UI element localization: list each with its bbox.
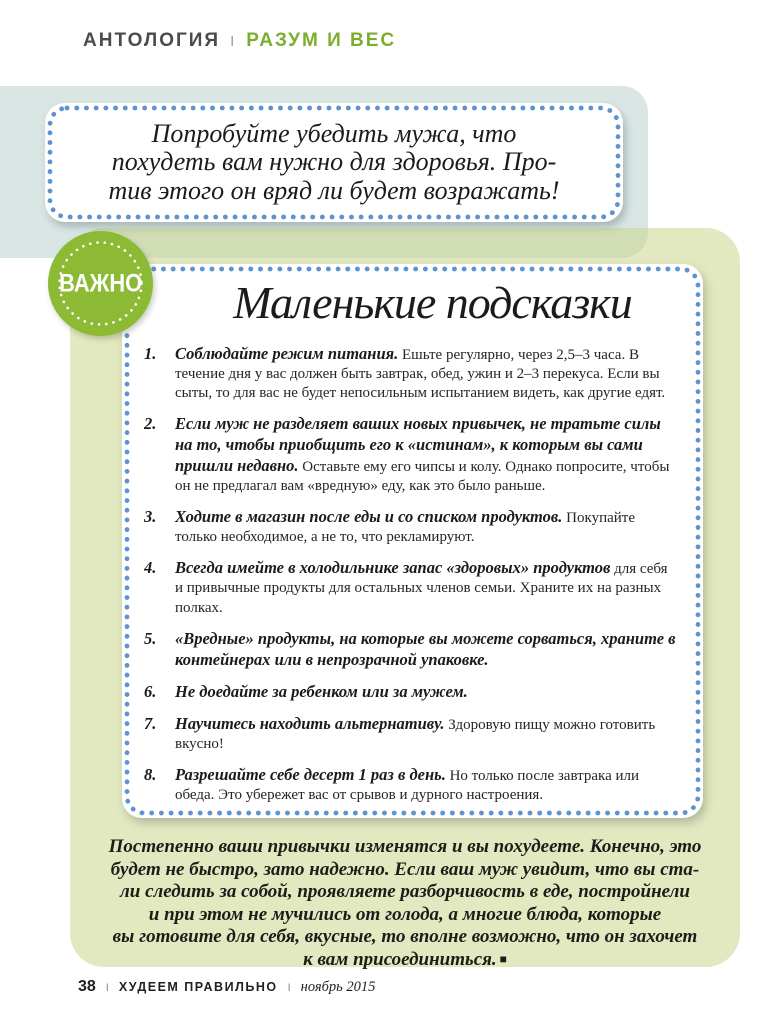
tip-text — [175, 629, 677, 671]
tip-lead: Ходите в магазин после еды и со списком продуктов. — [175, 507, 563, 527]
closing-text-line: к вам присоединиться. ■ — [303, 949, 507, 971]
tip-body: Покупайте только необходимое, а не то, что рекламируют. — [175, 510, 635, 546]
tip-text — [175, 765, 677, 805]
footer-separator: I — [105, 982, 109, 994]
tip-text — [175, 714, 677, 754]
tip-text — [175, 414, 677, 496]
tip-number: 5. — [144, 628, 157, 648]
callout-text — [45, 103, 623, 222]
tip-lead: «Вредные» продукты, на которые вы можете сорваться, храните в контейнерах или в непрозрачной упаковке. — [175, 628, 676, 669]
closing-text-line: будет не быстро, зато надежно. Если ваш муж увидит, что вы ста- — [110, 858, 700, 880]
header-topic-label: РАЗУМ И ВЕС — [246, 30, 397, 51]
tip-lead: Если муж не разделяет ваших новых привычек, не тратьте силы на то, чтобы приобщить его к «истинам», к которым вы сами пришли недавно. — [175, 414, 661, 476]
closing-paragraph — [75, 836, 735, 972]
tip-text — [175, 344, 677, 403]
tip-body: Ешьте регулярно, через 2,5–3 часа. В течение дня у вас должен быть завтрак, обед, ужин и 2–3 перекуса. Если вы сыты, то для вас не будет непосильным испытанием видеть, как другие едят. — [175, 347, 666, 402]
tip-number: 8. — [144, 764, 157, 784]
tip-lead: Не доедайте за ребенком или за мужем. — [175, 681, 468, 701]
badge-label: ВАЖНО — [58, 268, 143, 297]
end-of-article-mark: ■ — [496, 952, 507, 967]
footer-separator: I — [287, 982, 291, 994]
tip-text — [175, 507, 677, 547]
tip-lead: Разрешайте себе десерт 1 раз в день. — [175, 764, 446, 784]
callout-text-line: похудеть вам нужно для здоровья. Про- — [111, 147, 557, 177]
tip-number: 3. — [144, 507, 157, 527]
tip-number: 6. — [144, 681, 157, 701]
tip-body: Здоровую пищу можно готовить вкусно! — [175, 716, 656, 752]
tips-title: Маленькие подсказки — [233, 277, 632, 328]
tip-number: 4. — [144, 558, 157, 578]
page-footer — [78, 978, 375, 996]
closing-text-line: ли следить за собой, проявляете разборчивость в еде, постройнели — [120, 881, 690, 903]
closing-text-line: вы готовите для себя, вкусные, то вполне возможно, что он захочет — [112, 926, 698, 948]
tip-lead: Научитесь находить альтернативу. — [175, 713, 445, 733]
header-separator: I — [230, 33, 237, 50]
importance-badge — [48, 231, 153, 336]
closing-text-line: и при этом не мучились от голода, а многие блюда, которые — [148, 903, 662, 925]
tip-item — [144, 558, 677, 617]
tip-number: 2. — [144, 414, 157, 434]
tips-list — [144, 344, 677, 808]
callout-text-line: Попробуйте убедить мужа, что — [151, 118, 517, 148]
callout-box — [45, 103, 623, 222]
tips-box — [122, 264, 703, 818]
tip-lead: Соблюдайте режим питания. — [175, 344, 399, 363]
tip-item — [144, 507, 677, 547]
tip-text — [175, 682, 677, 703]
callout-text-line: тив этого он вряд ли будет возражать! — [108, 175, 560, 205]
tip-number: 1. — [144, 344, 157, 363]
closing-text-line: Постепенно ваши привычки изменятся и вы похудеете. Конечно, это — [108, 836, 702, 857]
tip-item — [144, 682, 677, 703]
tip-item — [144, 714, 677, 754]
header-section-label: АНТОЛОГИЯ — [83, 30, 221, 51]
footer-issue-date: ноябрь 2015 — [300, 979, 376, 995]
tip-item — [144, 765, 677, 805]
tip-body: Но только после завтрака или обеда. Это убережет вас от срывов и дурного настроения. — [175, 767, 640, 803]
tip-item — [144, 344, 677, 403]
tip-lead: Всегда имейте в холодильнике запас «здоровых» продуктов — [175, 558, 611, 578]
tip-item — [144, 414, 677, 496]
tip-text — [175, 558, 677, 617]
tip-body: Оставьте ему его чипсы и колу. Однако попросите, чтобы он не предлагал вам «вредную» еду, как это было раньше. — [175, 459, 670, 495]
tip-body: для себя и привычные продукты для остальных членов семьи. Храните их на разных полках. — [175, 561, 668, 616]
tip-item — [144, 629, 677, 671]
footer-page-number: 38 — [78, 978, 96, 995]
footer-magazine-name: ХУДЕЕМ ПРАВИЛЬНО — [118, 980, 278, 994]
page-header — [83, 30, 396, 52]
tip-number: 7. — [144, 713, 157, 733]
